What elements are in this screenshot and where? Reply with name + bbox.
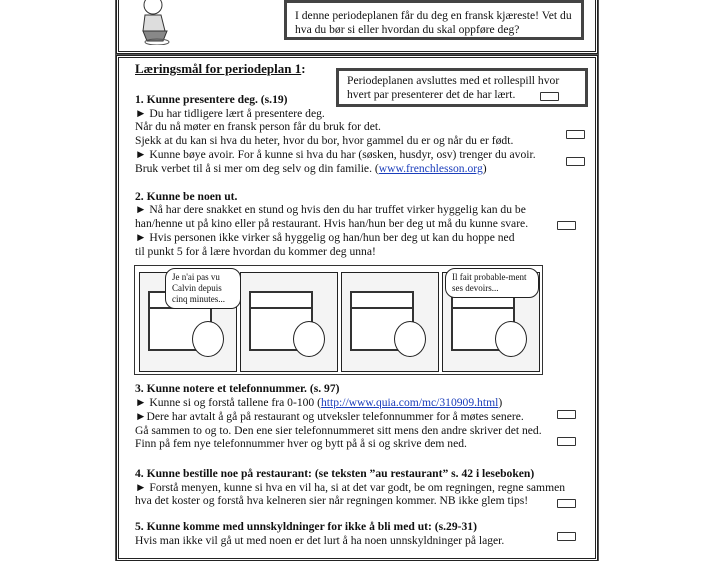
text-line: Finn på fem nye telefonnummer hver og bytt på å si og skrive dem ned. (135, 437, 467, 450)
text-line: til punkt 5 for å lære hvordan du kommer deg unna! (135, 245, 376, 258)
frenchlesson-link[interactable]: www.frenchlesson.org (378, 162, 483, 175)
text-line: Hvis man ikke vil gå ut med noen er det lurt å ha noen unnskyldninger på lager. (135, 534, 505, 547)
text-line: ► Kunne si og forstå tallene fra 0-100 (http://www.quia.com/mc/310909.html) (135, 396, 503, 409)
quia-link[interactable]: http://www.quia.com/mc/310909.html (320, 396, 499, 409)
checkbox-4[interactable] (557, 499, 576, 508)
comic-strip (134, 265, 543, 375)
section-5-heading: 5. Kunne komme med unnskyldninger for ikke å bli med ut: (s.29-31) (135, 520, 477, 533)
section-3-heading: 3. Kunne notere et telefonnummer. (s. 97) (135, 382, 340, 395)
text-line: ► Kunne bøye avoir. For å kunne si hva du har (søsken, husdyr, osv) trenger du avoir. (135, 148, 536, 161)
text-line: ►Dere har avtalt å gå på restaurant og utveksler telefonnummer for å møtes senere. (135, 410, 524, 423)
text-line: Når du nå møter en fransk person får du bruk for det. (135, 120, 381, 133)
comic-panel (341, 272, 439, 372)
checkbox-1b[interactable] (566, 157, 585, 166)
text-line: han/henne ut på kino eller på restaurant. Hvis han/hun ber deg ut må du kunne svare. (135, 217, 529, 230)
text-line: ► Nå har dere snakket en stund og hvis den du har truffet virker hyggelig kan du be (135, 203, 526, 216)
text-line: Sjekk at du kan si hva du heter, hvor du bor, hvor gammel du er og når du er født. (135, 134, 514, 147)
intro-text: I denne periodeplanen får du deg en fransk kjæreste! Vet du hva du bør si eller hvordan du skal oppføre deg? (295, 9, 572, 36)
section-4-heading: 4. Kunne bestille noe på restaurant: (se teksten ”au restaurant” s. 42 i leseboken) (135, 467, 535, 480)
checkbox-3b[interactable] (557, 437, 576, 446)
text-line: ► Hvis personen ikke virker så hyggelig og han/hun ber deg ut kan du hoppe ned (135, 231, 515, 244)
checkbox-3a[interactable] (557, 410, 576, 419)
speech-bubble-2: Il fait probable-ment ses devoirs... (445, 268, 539, 298)
text-line: Bruk verbet til å si mer om deg selv og din familie. (www.frenchlesson.org) (135, 162, 487, 175)
text-line: Gå sammen to og to. Den ene sier telefonnummeret sitt mens den andre skriver det ned. (135, 424, 542, 437)
section-2-heading: 2. Kunne be noen ut. (135, 190, 238, 203)
page-title: Læringsmål for periodeplan 1: (135, 61, 306, 76)
comic-panel (240, 272, 338, 372)
calvin-illustration-icon (131, 0, 181, 45)
checkbox-1a[interactable] (566, 130, 585, 139)
section-1-heading: 1. Kunne presentere deg. (s.19) (135, 93, 288, 106)
speech-bubble-1: Je n'ai pas vu Calvin depuis cinq minutes... (165, 268, 241, 309)
text-line: ► Du har tidligere lært å presentere deg. (135, 107, 325, 120)
text-line: hva det koster og forstå hva kelneren sier når regningen kommer. NB ikke glem tips! (135, 494, 529, 507)
checkbox-2[interactable] (557, 221, 576, 230)
text-line: ► Forstå menyen, kunne si hva en vil ha, si at det var godt, be om regningen, regne sammen (135, 481, 566, 494)
checkbox-note[interactable] (540, 92, 559, 101)
intro-callout (284, 0, 584, 40)
roleplay-note: Periodeplanen avsluttes med et rollespill hvor hvert par presenterer det de har lært. (336, 68, 588, 107)
